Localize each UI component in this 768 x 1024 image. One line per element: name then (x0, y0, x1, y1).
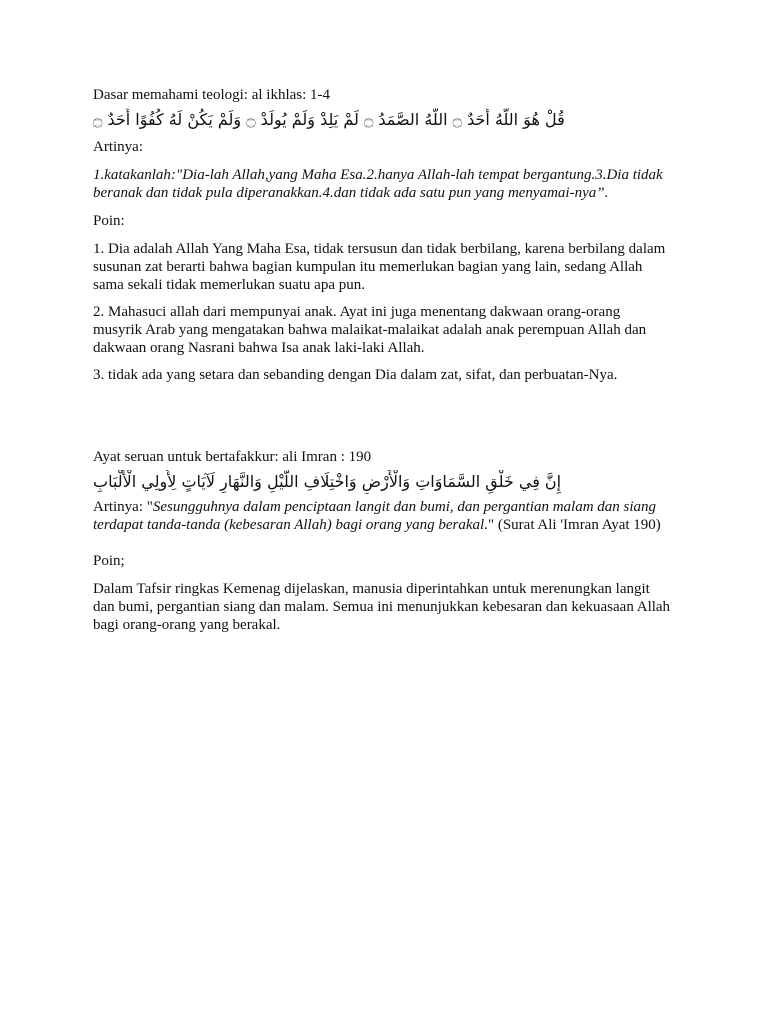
section-spacer (93, 393, 673, 448)
ali-imran-arabic-text: إِنَّ فِي خَلْقِ السَّمَاوَاتِ وَالْأَرْضِ وَاخْتِلَافِ اللَّيْلِ وَالنَّهَارِ لَآيَاتٍ لِأُولِي الْأَلْبَابِ (93, 472, 562, 491)
translation-prefix: Artinya: " (93, 499, 153, 515)
al-ikhlas-translation: 1.katakanlah:"Dia-lah Allah,yang Maha Esa.2.hanya Allah-lah tempat bergantung.3.Dia tidak beranak dan tidak pula diperanakkan.4.dan tidak ada satu pun yang menyamai-nya”. (93, 167, 663, 201)
document-page (93, 86, 673, 634)
section-spacer-small (93, 534, 673, 552)
section2-note: Dalam Tafsir ringkas Kemenag dijelaskan, manusia diperintahkan untuk merenungkan langit dan bumi, pergantian siang dan malam. Semua ini menunjukkan kebesaran dan kekuasaan Allah bagi orang-orang yang berakal. (93, 581, 671, 633)
section1-artinya-label: Artinya: (93, 139, 143, 155)
section1-poin-label: Poin: (93, 213, 125, 229)
ali-imran-translation (93, 498, 673, 534)
al-ikhlas-arabic-text: قُلْ هُوَ اللَّهُ أَحَدٌ ۝ اللَّهُ الصَّمَدُ ۝ لَمْ يَلِدْ وَلَمْ يُولَدْ ۝ وَلَمْ يَكُنْ لَهُ كُفُوًا أَحَدٌ ۝ (93, 110, 565, 129)
translation-italic: Sesungguhnya dalam penciptaan langit dan bumi, dan pergantian malam dan siang terdapat tanda-tanda (kebesaran Allah) bagi orang yang berakal. (93, 499, 657, 533)
section2-heading: Ayat seruan untuk bertafakkur: ali Imran : 190 (93, 449, 372, 465)
section1-point-1: 1. Dia adalah Allah Yang Maha Esa, tidak tersusun dan tidak berbilang, karena berbilang dalam susunan zat berarti bahwa bagian kumpulan itu memerlukan bagian yang lain, sedang Allah sama sekali tidak memerlukan suatu apa pun. (93, 241, 666, 293)
section1-point-3: 3. tidak ada yang setara dan sebanding dengan Dia dalam zat, sifat, dan perbuatan-Nya. (93, 367, 618, 383)
translation-suffix: " (Surat Ali 'Imran Ayat 190) (487, 517, 661, 533)
section1-heading: Dasar memahami teologi: al ikhlas: 1-4 (93, 87, 331, 103)
section2-poin-label: Poin; (93, 553, 125, 569)
section1-point-2: 2. Mahasuci allah dari mempunyai anak. Ayat ini juga menentang dakwaan orang-orang musyrik Arab yang mengatakan bahwa malaikat-malaikat adalah anak perempuan Allah dan dakwaan orang Nasrani bahwa Isa anak laki-laki Allah. (93, 304, 647, 356)
